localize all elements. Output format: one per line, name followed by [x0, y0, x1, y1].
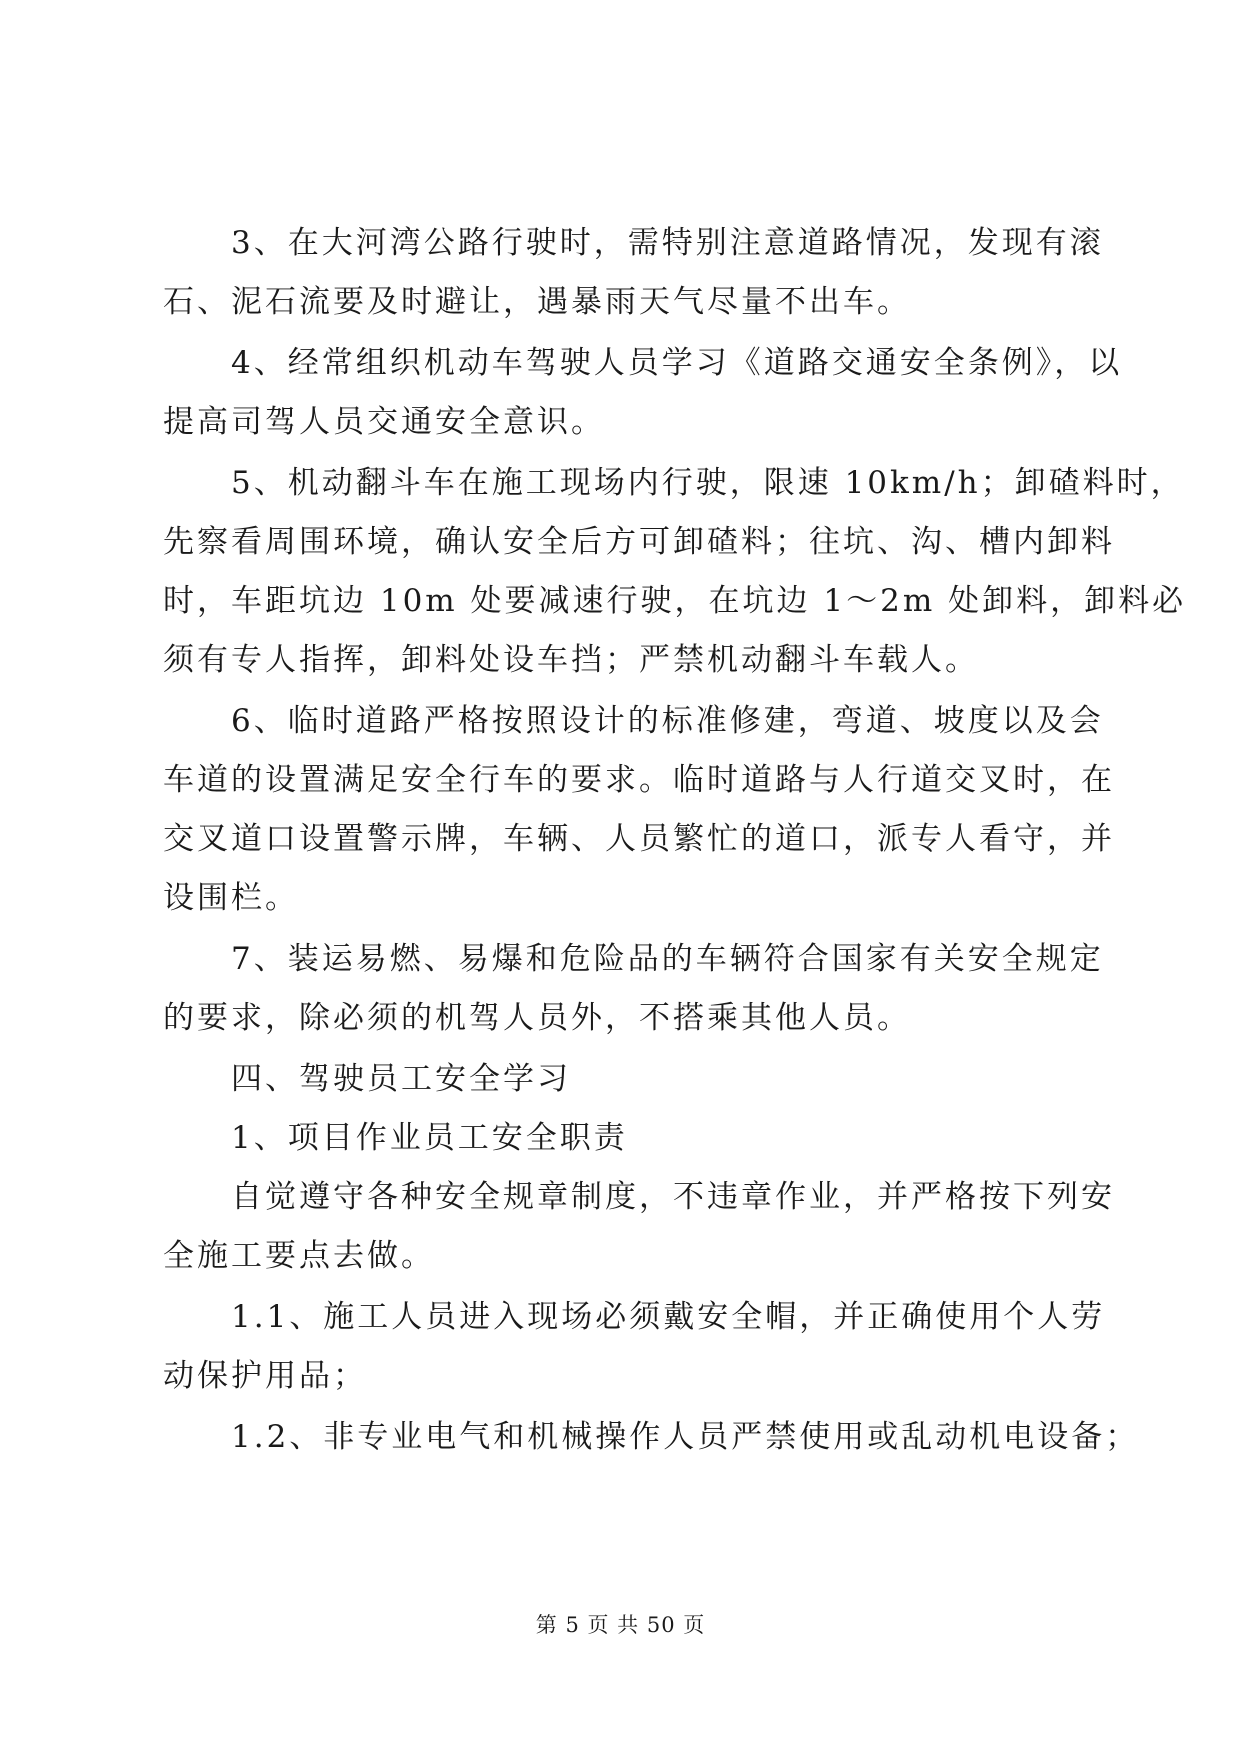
body-line: 1.2、非专业电气和机械操作人员严禁使用或乱动机电设备； — [163, 1419, 1140, 1455]
body-line: 7、装运易燃、易爆和危险品的车辆符合国家有关安全规定 — [163, 941, 1104, 977]
body-line: 须有专人指挥，卸料处设车挡；严禁机动翻斗车载人。 — [163, 642, 979, 678]
body-line: 4、经常组织机动车驾驶人员学习《道路交通安全条例》，以 — [163, 345, 1123, 381]
body-line: 自觉遵守各种安全规章制度，不违章作业，并严格按下列安 — [163, 1179, 1115, 1215]
body-line: 先察看周围环境，确认安全后方可卸碴料；往坑、沟、槽内卸料 — [163, 524, 1115, 560]
body-line: 5、机动翻斗车在施工现场内行驶，限速 10km/h；卸碴料时， — [163, 465, 1185, 501]
page-number-footer: 第 5 页 共 50 页 — [535, 1613, 706, 1637]
subsection-heading: 1、项目作业员工安全职责 — [163, 1120, 628, 1156]
body-line: 的要求，除必须的机驾人员外，不搭乘其他人员。 — [163, 1000, 911, 1036]
body-line: 时，车距坑边 10m 处要减速行驶，在坑边 1～2m 处卸料，卸料必 — [163, 583, 1187, 619]
body-line: 动保护用品； — [163, 1358, 367, 1394]
body-line: 石、泥石流要及时避让，遇暴雨天气尽量不出车。 — [163, 284, 911, 320]
body-line: 6、临时道路严格按照设计的标准修建，弯道、坡度以及会 — [163, 703, 1104, 739]
body-line: 提高司驾人员交通安全意识。 — [163, 404, 605, 440]
body-line: 交叉道口设置警示牌，车辆、人员繁忙的道口，派专人看守，并 — [163, 821, 1115, 857]
body-line: 全施工要点去做。 — [163, 1238, 435, 1274]
body-line: 1.1、施工人员进入现场必须戴安全帽，并正确使用个人劳 — [163, 1299, 1106, 1335]
document-body — [163, 225, 1187, 1455]
body-line: 设围栏。 — [163, 880, 299, 916]
body-line: 3、在大河湾公路行驶时，需特别注意道路情况，发现有滚 — [163, 225, 1104, 261]
body-line: 车道的设置满足安全行车的要求。临时道路与人行道交叉时，在 — [163, 762, 1115, 798]
section-heading: 四、驾驶员工安全学习 — [163, 1061, 571, 1097]
